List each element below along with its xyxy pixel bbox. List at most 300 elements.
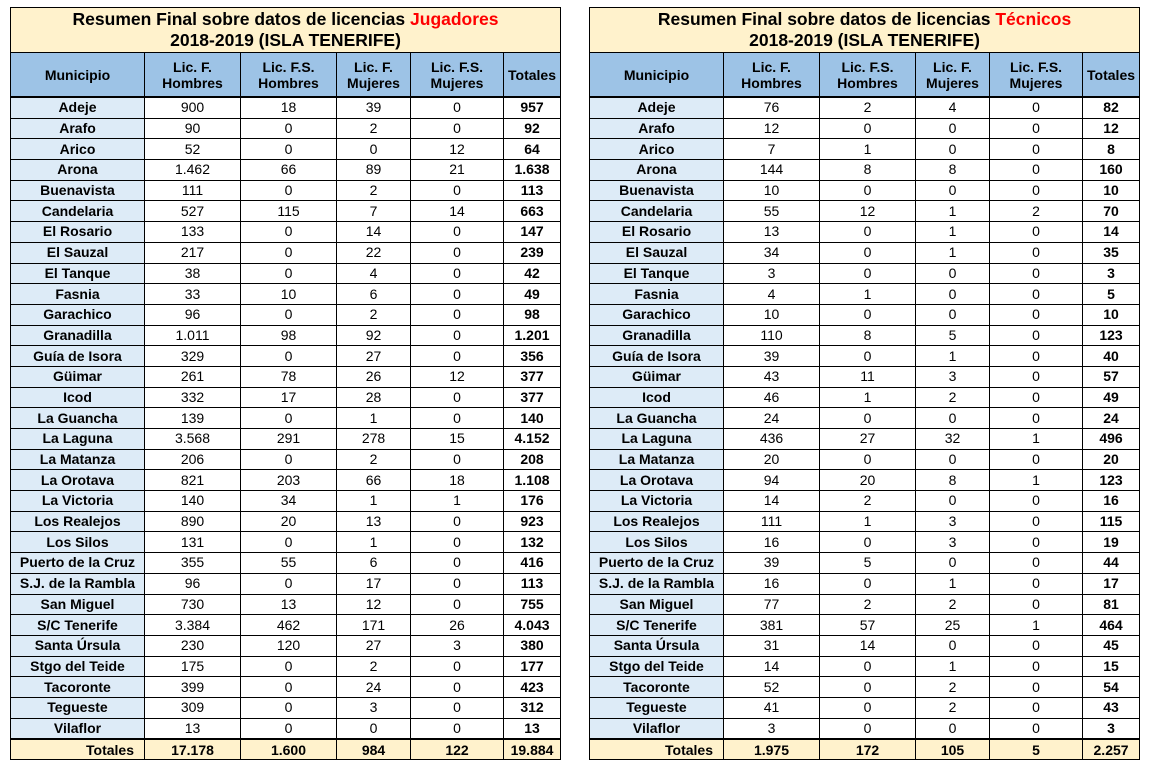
lic-fs-mujeres-cell: 0 (990, 160, 1083, 181)
totals-label: Totales (11, 739, 145, 760)
lic-fs-hombres-cell: 1 (820, 139, 916, 160)
totales-cell: 14 (1083, 222, 1140, 243)
totales-cell: 57 (1083, 366, 1140, 387)
municipio-cell: Tacoronte (11, 677, 145, 698)
totales-cell: 10 (1083, 180, 1140, 201)
municipio-cell: Arona (11, 160, 145, 181)
totales-cell: 12 (1083, 118, 1140, 139)
header-text: Lic. F. Hombres (162, 58, 223, 91)
totals-row (11, 739, 561, 760)
municipio-cell: La Matanza (11, 449, 145, 470)
lic-fs-mujeres-cell: 0 (990, 366, 1083, 387)
lic-f-mujeres-cell: 0 (916, 449, 990, 470)
totales-cell: 45 (1083, 635, 1140, 656)
lic-fs-hombres-cell: 2 (820, 594, 916, 615)
lic-f-mujeres-cell: 0 (916, 118, 990, 139)
lic-f-mujeres-cell: 13 (337, 511, 411, 532)
totales-cell: 140 (504, 408, 561, 429)
totales-cell: 70 (1083, 201, 1140, 222)
lic-fs-hombres-cell: 12 (820, 201, 916, 222)
table-row (11, 470, 561, 491)
lic-fs-hombres-cell: 55 (241, 553, 337, 574)
lic-fs-hombres-cell: 78 (241, 366, 337, 387)
total-cell: 2.257 (1083, 739, 1140, 760)
totales-cell: 49 (504, 284, 561, 305)
lic-f-mujeres-cell: 3 (337, 697, 411, 718)
lic-fs-mujeres-cell: 0 (990, 697, 1083, 718)
table-row (590, 511, 1140, 532)
municipio-cell: Icod (11, 387, 145, 408)
table-row (11, 325, 561, 346)
lic-f-hombres-cell: 14 (724, 656, 820, 677)
lic-fs-mujeres-cell: 0 (990, 118, 1083, 139)
municipio-cell: Vilaflor (590, 718, 724, 739)
municipio-cell: San Miguel (590, 594, 724, 615)
table-row (590, 118, 1140, 139)
lic-fs-hombres-cell: 0 (820, 180, 916, 201)
municipio-cell: Guía de Isora (590, 346, 724, 367)
municipio-cell: Arico (11, 139, 145, 160)
totales-cell: 464 (1083, 615, 1140, 636)
totales-cell: 663 (504, 201, 561, 222)
lic-f-hombres-cell: 3 (724, 718, 820, 739)
lic-fs-mujeres-cell: 0 (990, 656, 1083, 677)
lic-f-hombres-cell: 1.011 (145, 325, 241, 346)
totales-cell: 17 (1083, 573, 1140, 594)
lic-f-mujeres-cell: 4 (337, 263, 411, 284)
lic-fs-hombres-cell: 0 (241, 532, 337, 553)
table-row (11, 429, 561, 450)
totales-cell: 957 (504, 97, 561, 118)
lic-fs-mujeres-cell: 0 (990, 139, 1083, 160)
municipio-cell: La Laguna (11, 429, 145, 450)
lic-f-mujeres-cell: 3 (916, 532, 990, 553)
table-row (11, 97, 561, 118)
lic-fs-hombres-cell: 0 (820, 573, 916, 594)
total-cell: 122 (411, 739, 504, 760)
municipio-cell: Tegueste (11, 697, 145, 718)
lic-f-mujeres-cell: 5 (916, 325, 990, 346)
lic-fs-mujeres-cell: 0 (411, 697, 504, 718)
lic-fs-hombres-cell: 0 (241, 263, 337, 284)
lic-fs-hombres-cell: 20 (820, 470, 916, 491)
lic-f-hombres-cell: 24 (724, 408, 820, 429)
table-row (590, 160, 1140, 181)
totales-cell: 10 (1083, 304, 1140, 325)
lic-f-hombres-cell: 309 (145, 697, 241, 718)
lic-fs-hombres-cell: 27 (820, 429, 916, 450)
table-row (590, 635, 1140, 656)
lic-f-mujeres-cell: 27 (337, 346, 411, 367)
totales-cell: 19 (1083, 532, 1140, 553)
totales-cell: 5 (1083, 284, 1140, 305)
col-header-lic-f-mujeres (916, 53, 990, 98)
table-row (590, 304, 1140, 325)
table-row (11, 635, 561, 656)
lic-fs-hombres-cell: 2 (820, 97, 916, 118)
lic-fs-mujeres-cell: 12 (411, 366, 504, 387)
lic-fs-hombres-cell: 0 (820, 346, 916, 367)
col-header-totales: Totales (1083, 53, 1140, 98)
col-header-lic-fs-hombres (820, 53, 916, 98)
lic-f-hombres-cell: 77 (724, 594, 820, 615)
lic-f-mujeres-cell: 0 (916, 408, 990, 429)
lic-fs-hombres-cell: 34 (241, 491, 337, 512)
lic-fs-mujeres-cell: 0 (990, 677, 1083, 698)
lic-f-mujeres-cell: 7 (337, 201, 411, 222)
lic-f-hombres-cell: 76 (724, 97, 820, 118)
lic-fs-mujeres-cell: 1 (990, 615, 1083, 636)
lic-fs-hombres-cell: 13 (241, 594, 337, 615)
lic-fs-mujeres-cell: 0 (411, 594, 504, 615)
lic-fs-mujeres-cell: 0 (990, 491, 1083, 512)
municipio-cell: Granadilla (590, 325, 724, 346)
lic-f-hombres-cell: 230 (145, 635, 241, 656)
lic-fs-mujeres-cell: 3 (411, 635, 504, 656)
table-row (11, 573, 561, 594)
totales-cell: 113 (504, 573, 561, 594)
header-text: Lic. F.S. Hombres (837, 58, 898, 91)
lic-fs-hombres-cell: 66 (241, 160, 337, 181)
lic-fs-mujeres-cell: 0 (411, 242, 504, 263)
table-row (11, 284, 561, 305)
total-cell: 5 (990, 739, 1083, 760)
totales-cell: 92 (504, 118, 561, 139)
lic-f-hombres-cell: 38 (145, 263, 241, 284)
lic-f-mujeres-cell: 2 (337, 118, 411, 139)
lic-f-hombres-cell: 52 (145, 139, 241, 160)
lic-f-mujeres-cell: 0 (916, 263, 990, 284)
lic-f-mujeres-cell: 3 (916, 511, 990, 532)
totales-cell: 20 (1083, 449, 1140, 470)
table-row (590, 263, 1140, 284)
lic-fs-hombres-cell: 462 (241, 615, 337, 636)
lic-f-hombres-cell: 13 (145, 718, 241, 739)
municipio-cell: El Tanque (11, 263, 145, 284)
col-header-lic-fs-mujeres (990, 53, 1083, 98)
lic-fs-hombres-cell: 0 (820, 304, 916, 325)
lic-f-hombres-cell: 140 (145, 491, 241, 512)
municipio-cell: El Rosario (590, 222, 724, 243)
lic-f-hombres-cell: 3 (724, 263, 820, 284)
municipio-cell: Granadilla (11, 325, 145, 346)
lic-fs-hombres-cell: 203 (241, 470, 337, 491)
municipio-cell: El Rosario (11, 222, 145, 243)
municipio-cell: Buenavista (11, 180, 145, 201)
municipio-cell: Fasnia (590, 284, 724, 305)
totales-cell: 239 (504, 242, 561, 263)
lic-fs-hombres-cell: 0 (241, 677, 337, 698)
lic-f-hombres-cell: 55 (724, 201, 820, 222)
lic-f-mujeres-cell: 24 (337, 677, 411, 698)
municipio-cell: Los Realejos (590, 511, 724, 532)
lic-f-mujeres-cell: 92 (337, 325, 411, 346)
lic-f-mujeres-cell: 1 (916, 656, 990, 677)
municipio-cell: Santa Úrsula (11, 635, 145, 656)
lic-f-mujeres-cell: 27 (337, 635, 411, 656)
table-row (590, 718, 1140, 739)
lic-fs-mujeres-cell: 0 (990, 449, 1083, 470)
lic-fs-hombres-cell: 0 (241, 222, 337, 243)
lic-f-hombres-cell: 16 (724, 573, 820, 594)
totales-cell: 4.152 (504, 429, 561, 450)
totales-cell: 44 (1083, 553, 1140, 574)
lic-f-mujeres-cell: 2 (916, 677, 990, 698)
lic-f-hombres-cell: 94 (724, 470, 820, 491)
table-row (11, 718, 561, 739)
lic-f-mujeres-cell: 25 (916, 615, 990, 636)
lic-f-hombres-cell: 175 (145, 656, 241, 677)
table-row (590, 470, 1140, 491)
lic-f-mujeres-cell: 14 (337, 222, 411, 243)
totales-cell: 312 (504, 697, 561, 718)
totales-cell: 356 (504, 346, 561, 367)
lic-fs-hombres-cell: 5 (820, 553, 916, 574)
lic-fs-hombres-cell: 8 (820, 160, 916, 181)
lic-f-hombres-cell: 7 (724, 139, 820, 160)
municipio-cell: La Victoria (11, 491, 145, 512)
lic-f-mujeres-cell: 0 (916, 635, 990, 656)
totales-cell: 1.638 (504, 160, 561, 181)
lic-fs-mujeres-cell: 15 (411, 429, 504, 450)
lic-fs-mujeres-cell: 0 (990, 180, 1083, 201)
lic-f-mujeres-cell: 22 (337, 242, 411, 263)
lic-fs-mujeres-cell: 26 (411, 615, 504, 636)
lic-fs-hombres-cell: 291 (241, 429, 337, 450)
lic-fs-mujeres-cell: 0 (411, 222, 504, 243)
lic-f-hombres-cell: 43 (724, 366, 820, 387)
col-header-lic-f-mujeres (337, 53, 411, 98)
totales-cell: 132 (504, 532, 561, 553)
header-row (11, 53, 561, 98)
totales-cell: 123 (1083, 470, 1140, 491)
municipio-cell: S/C Tenerife (590, 615, 724, 636)
lic-f-hombres-cell: 111 (724, 511, 820, 532)
lic-f-mujeres-cell: 1 (916, 346, 990, 367)
lic-f-hombres-cell: 381 (724, 615, 820, 636)
lic-fs-mujeres-cell: 0 (411, 449, 504, 470)
header-text: Lic. F. Mujeres (926, 58, 979, 91)
lic-f-mujeres-cell: 0 (916, 180, 990, 201)
lic-fs-hombres-cell: 0 (241, 573, 337, 594)
lic-f-hombres-cell: 90 (145, 118, 241, 139)
totales-cell: 496 (1083, 429, 1140, 450)
municipio-cell: Adeje (11, 97, 145, 118)
lic-fs-hombres-cell: 11 (820, 366, 916, 387)
lic-f-mujeres-cell: 28 (337, 387, 411, 408)
total-cell: 172 (820, 739, 916, 760)
lic-fs-mujeres-cell: 0 (411, 573, 504, 594)
municipio-cell: Tegueste (590, 697, 724, 718)
municipio-cell: Garachico (11, 304, 145, 325)
lic-f-hombres-cell: 217 (145, 242, 241, 263)
lic-fs-hombres-cell: 0 (820, 408, 916, 429)
totales-cell: 16 (1083, 491, 1140, 512)
lic-fs-mujeres-cell: 0 (411, 118, 504, 139)
table-row (590, 97, 1140, 118)
lic-f-hombres-cell: 10 (724, 304, 820, 325)
lic-fs-hombres-cell: 0 (241, 656, 337, 677)
lic-f-mujeres-cell: 6 (337, 553, 411, 574)
municipio-cell: Arona (590, 160, 724, 181)
totales-cell: 98 (504, 304, 561, 325)
municipio-cell: Tacoronte (590, 677, 724, 698)
municipio-cell: Fasnia (11, 284, 145, 305)
table-row (590, 346, 1140, 367)
totales-cell: 15 (1083, 656, 1140, 677)
lic-f-hombres-cell: 52 (724, 677, 820, 698)
municipio-cell: Puerto de la Cruz (590, 553, 724, 574)
lic-f-mujeres-cell: 12 (337, 594, 411, 615)
table-row (590, 656, 1140, 677)
lic-fs-hombres-cell: 14 (820, 635, 916, 656)
lic-f-hombres-cell: 31 (724, 635, 820, 656)
lic-fs-mujeres-cell: 1 (990, 429, 1083, 450)
table-row (590, 553, 1140, 574)
jugadores-table-title (11, 8, 561, 53)
lic-f-hombres-cell: 821 (145, 470, 241, 491)
total-cell: 17.178 (145, 739, 241, 760)
title-prefix: Resumen Final sobre datos de licencias (657, 9, 996, 29)
municipio-cell: La Matanza (590, 449, 724, 470)
totales-cell: 49 (1083, 387, 1140, 408)
header-text: Lic. F.S. Mujeres (430, 58, 484, 91)
totales-cell: 377 (504, 366, 561, 387)
col-header-totales: Totales (504, 53, 561, 98)
lic-fs-mujeres-cell: 1 (411, 491, 504, 512)
lic-f-mujeres-cell: 1 (916, 573, 990, 594)
lic-f-hombres-cell: 436 (724, 429, 820, 450)
lic-fs-hombres-cell: 115 (241, 201, 337, 222)
table-row (590, 222, 1140, 243)
table-row (11, 491, 561, 512)
table-row (590, 284, 1140, 305)
lic-fs-hombres-cell: 0 (241, 180, 337, 201)
lic-fs-hombres-cell: 0 (820, 697, 916, 718)
totales-cell: 40 (1083, 346, 1140, 367)
lic-f-hombres-cell: 41 (724, 697, 820, 718)
table-row (11, 677, 561, 698)
total-cell: 1.600 (241, 739, 337, 760)
table-row (11, 656, 561, 677)
lic-f-mujeres-cell: 17 (337, 573, 411, 594)
totales-cell: 147 (504, 222, 561, 243)
municipio-cell: Arico (590, 139, 724, 160)
lic-f-hombres-cell: 890 (145, 511, 241, 532)
municipio-cell: Santa Úrsula (590, 635, 724, 656)
lic-f-hombres-cell: 12 (724, 118, 820, 139)
totales-cell: 923 (504, 511, 561, 532)
municipio-cell: La Orotava (11, 470, 145, 491)
table-row (11, 532, 561, 553)
table-row (11, 201, 561, 222)
totales-cell: 208 (504, 449, 561, 470)
table-row (590, 491, 1140, 512)
lic-fs-mujeres-cell: 0 (411, 97, 504, 118)
lic-fs-hombres-cell: 20 (241, 511, 337, 532)
lic-f-mujeres-cell: 2 (337, 180, 411, 201)
table-row (590, 201, 1140, 222)
title-accent: Jugadores (410, 9, 499, 29)
lic-fs-mujeres-cell: 14 (411, 201, 504, 222)
lic-fs-hombres-cell: 0 (241, 139, 337, 160)
lic-f-hombres-cell: 139 (145, 408, 241, 429)
lic-f-hombres-cell: 111 (145, 180, 241, 201)
totales-cell: 160 (1083, 160, 1140, 181)
municipio-cell: La Laguna (590, 429, 724, 450)
table-row (11, 511, 561, 532)
lic-fs-mujeres-cell: 0 (411, 532, 504, 553)
col-header-lic-f-hombres (145, 53, 241, 98)
lic-fs-hombres-cell: 0 (241, 346, 337, 367)
totales-cell: 423 (504, 677, 561, 698)
lic-fs-mujeres-cell: 0 (990, 387, 1083, 408)
municipio-cell: Arafo (590, 118, 724, 139)
municipio-cell: Los Realejos (11, 511, 145, 532)
lic-fs-hombres-cell: 0 (241, 304, 337, 325)
lic-f-hombres-cell: 206 (145, 449, 241, 470)
col-header-lic-f-hombres (724, 53, 820, 98)
lic-f-hombres-cell: 527 (145, 201, 241, 222)
lic-fs-mujeres-cell: 0 (411, 553, 504, 574)
lic-f-mujeres-cell: 0 (916, 553, 990, 574)
lic-f-mujeres-cell: 1 (337, 408, 411, 429)
table-row (590, 677, 1140, 698)
municipio-cell: S/C Tenerife (11, 615, 145, 636)
lic-f-hombres-cell: 10 (724, 180, 820, 201)
lic-f-mujeres-cell: 1 (337, 532, 411, 553)
lic-f-mujeres-cell: 2 (916, 697, 990, 718)
lic-f-hombres-cell: 261 (145, 366, 241, 387)
lic-fs-mujeres-cell: 0 (990, 553, 1083, 574)
lic-f-hombres-cell: 3.384 (145, 615, 241, 636)
totales-cell: 24 (1083, 408, 1140, 429)
lic-f-hombres-cell: 332 (145, 387, 241, 408)
totales-cell: 3 (1083, 718, 1140, 739)
lic-f-hombres-cell: 96 (145, 573, 241, 594)
tecnicos-table-title (590, 8, 1140, 53)
municipio-cell: El Tanque (590, 263, 724, 284)
totales-cell: 380 (504, 635, 561, 656)
lic-fs-mujeres-cell: 0 (411, 284, 504, 305)
header-text: Lic. F.S. Hombres (258, 58, 319, 91)
lic-fs-mujeres-cell: 21 (411, 160, 504, 181)
lic-f-hombres-cell: 355 (145, 553, 241, 574)
lic-f-mujeres-cell: 8 (916, 470, 990, 491)
lic-fs-mujeres-cell: 2 (990, 201, 1083, 222)
totales-cell: 64 (504, 139, 561, 160)
lic-fs-mujeres-cell: 0 (411, 387, 504, 408)
table-row (590, 242, 1140, 263)
title-season: 2018-2019 (ISLA TENERIFE) (170, 30, 401, 50)
municipio-cell: Los Silos (590, 532, 724, 553)
total-cell: 1.975 (724, 739, 820, 760)
municipio-cell: Vilaflor (11, 718, 145, 739)
lic-f-hombres-cell: 4 (724, 284, 820, 305)
lic-f-hombres-cell: 13 (724, 222, 820, 243)
lic-fs-hombres-cell: 0 (241, 718, 337, 739)
title-prefix: Resumen Final sobre datos de licencias (72, 9, 411, 29)
lic-fs-hombres-cell: 1 (820, 511, 916, 532)
lic-f-mujeres-cell: 4 (916, 97, 990, 118)
lic-f-hombres-cell: 96 (145, 304, 241, 325)
municipio-cell: Stgo del Teide (11, 656, 145, 677)
lic-fs-mujeres-cell: 0 (411, 656, 504, 677)
table-row (590, 697, 1140, 718)
table-row (11, 180, 561, 201)
lic-f-hombres-cell: 46 (724, 387, 820, 408)
lic-f-mujeres-cell: 0 (916, 284, 990, 305)
